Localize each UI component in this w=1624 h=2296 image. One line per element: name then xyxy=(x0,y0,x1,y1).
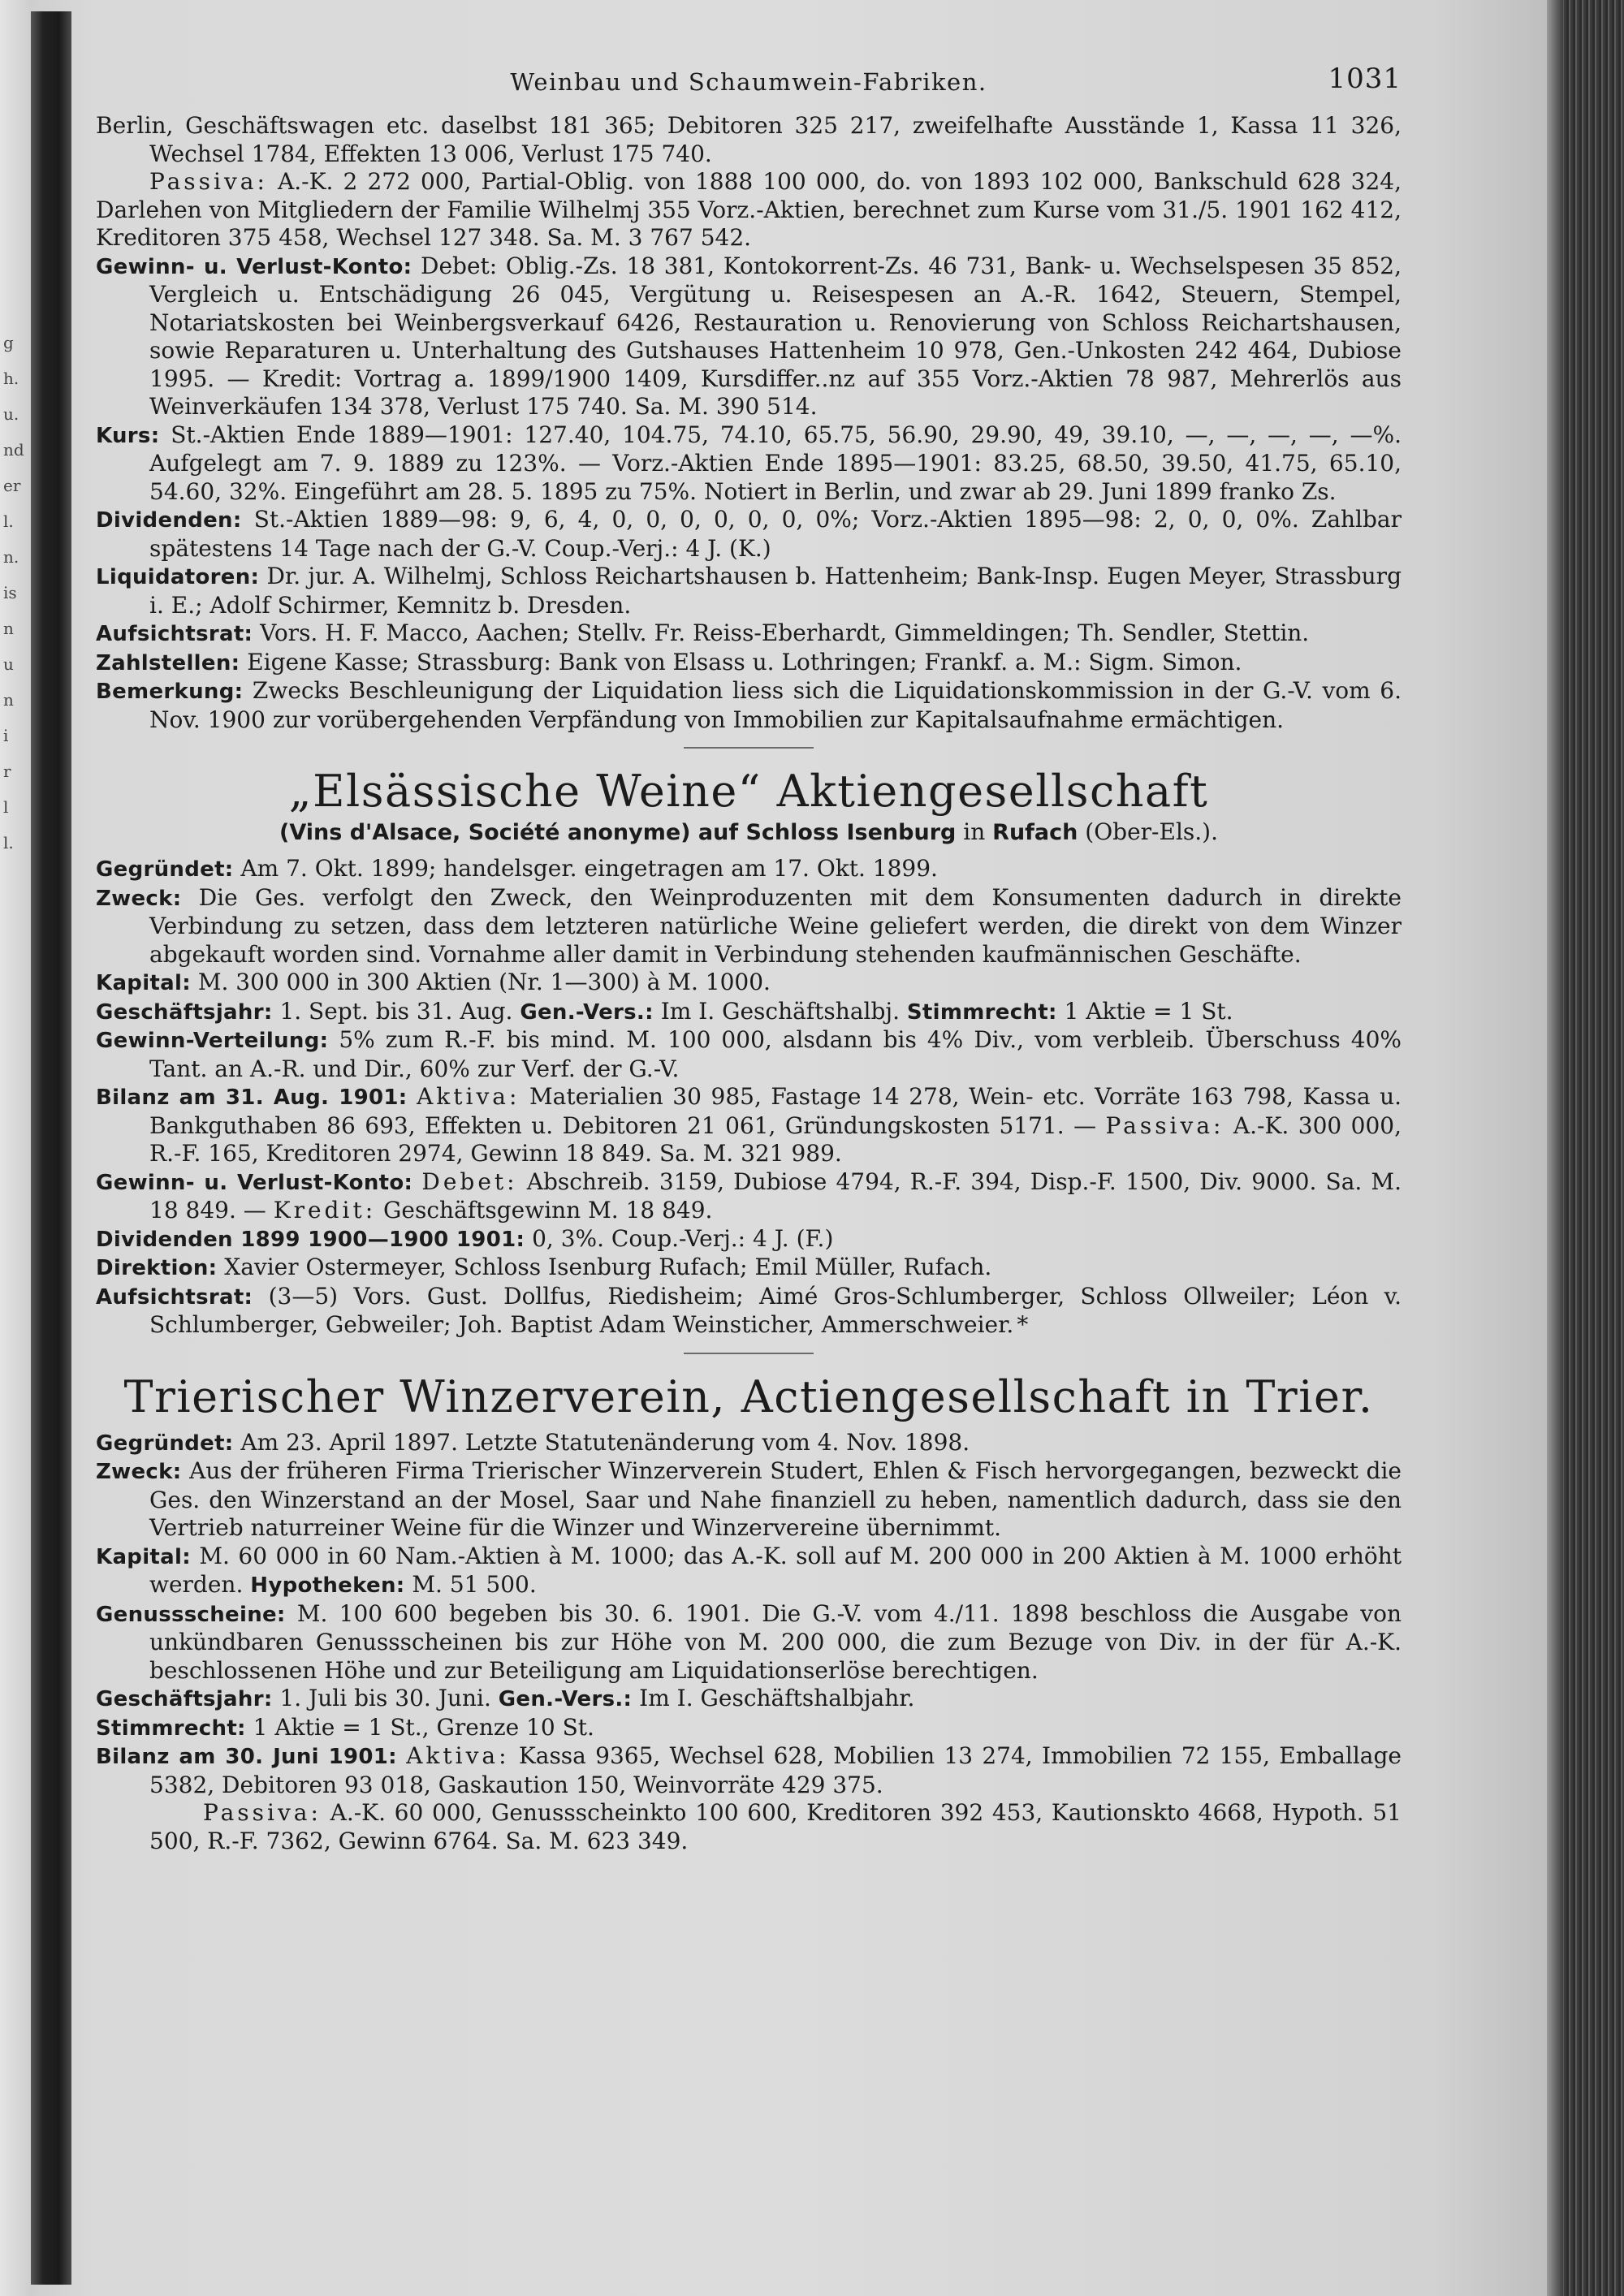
genussscheine-paragraph xyxy=(96,1600,1402,1685)
gegruendet-paragraph xyxy=(96,855,1402,884)
margin-fragment: n xyxy=(3,619,14,638)
dividenden-label: Dividenden 1899 1900—1900 1901: xyxy=(96,1227,525,1252)
margin-fragment: n xyxy=(3,690,14,710)
zweck-text: Aus der früheren Firma Trierischer Winzerverein Studert, Ehlen & Fisch hervorgegangen, bezweckt die Ges. den Winzerstand an der Mosel, Saar und Nahe finanziell zu heben, namentlich dadurch, dass sie den Vertrieb naturreiner Weine für die Winzer und Winzervereine übernimmt. xyxy=(149,1457,1402,1541)
zweck-text: Die Ges. verfolgt den Zweck, den Weinproduzenten mit dem Konsumenten dadurch in direkte Verbindung zu setzen, dass dem letzteren natürliche Weine geliefert werden, die direkt von dem Winzer abgekauft worden sind. Vornahme aller damit in Verbindung stehenden kaufmännischen Geschäfte. xyxy=(149,883,1402,968)
previous-entry xyxy=(96,112,1402,734)
page-edge-shadow xyxy=(1547,0,1563,2296)
margin-fragment: er xyxy=(3,476,21,495)
zahlstellen-text: Eigene Kasse; Strassburg: Bank von Elsass u. Lothringen; Frankf. a. M.: Sigm. Simon. xyxy=(247,648,1242,675)
company-subtitle-in: in xyxy=(963,818,986,845)
page-content xyxy=(96,65,1402,1855)
margin-fragment: u. xyxy=(3,404,19,424)
dividenden-label: Dividenden: xyxy=(96,508,242,533)
geschaeftsjahr-text: 1. Sept. bis 31. Aug. xyxy=(279,997,513,1025)
aufsichtsrat-paragraph xyxy=(96,1283,1402,1340)
stimmrecht-paragraph xyxy=(96,1714,1402,1743)
bilanz-aktiva-label: Aktiva: xyxy=(417,1083,520,1110)
gegruendet-text: Am 7. Okt. 1899; handelsger. eingetragen am 17. Okt. 1899. xyxy=(240,855,938,882)
bilanz-passiva-paragraph xyxy=(96,1799,1402,1855)
genvers-label: Gen.-Vers.: xyxy=(520,999,654,1025)
direktion-paragraph xyxy=(96,1254,1402,1283)
company-entry-trierischer-winzerverein xyxy=(96,1370,1402,1856)
bilanz-aktiva-text: Materialien 30 985, Fastage 14 278, Wein- etc. Vorräte 163 798, Kassa u. Bankguthaben 86 693, Effekten u. Debitoren 21 061, Gründungskosten 5171. — xyxy=(149,1083,1402,1139)
company-entry-elsaessische-weine xyxy=(96,765,1402,1340)
liquidatoren-text: Dr. jur. A. Wilhelmj, Schloss Reichartshausen b. Hattenheim; Bank-Insp. Eugen Meyer, Strassburg i. E.; Adolf Schirmer, Kemnitz b. Dresden. xyxy=(149,563,1402,619)
kurs-label: Kurs: xyxy=(96,423,160,448)
hypotheken-label: Hypotheken: xyxy=(250,1573,405,1598)
zahlstellen-label: Zahlstellen: xyxy=(96,650,240,675)
dividenden-paragraph xyxy=(96,1225,1402,1254)
direktion-label: Direktion: xyxy=(96,1256,218,1280)
bemerkung-label: Bemerkung: xyxy=(96,680,244,704)
company-subtitle-bold: (Vins d'Alsace, Société anonyme) auf Schloss Isenburg xyxy=(279,820,957,845)
bilanz-passiva-label: Passiva: xyxy=(1105,1111,1224,1139)
adjacent-page-margin-text xyxy=(3,325,28,861)
guv-label: Gewinn- u. Verlust-Konto: xyxy=(96,1170,413,1195)
guv-paragraph xyxy=(96,252,1402,421)
geschaeftsjahr-paragraph xyxy=(96,1685,1402,1714)
bilanz-continuation xyxy=(96,112,1402,168)
aufsichtsrat-paragraph xyxy=(96,619,1402,649)
aufsichtsrat-label: Aufsichtsrat: xyxy=(96,1284,253,1310)
passiva-label: Passiva: xyxy=(149,168,268,195)
geschaeftsjahr-label: Geschäftsjahr: xyxy=(96,1687,273,1711)
stimmrecht-label: Stimmrecht: xyxy=(96,1716,246,1741)
bilanz-label: Bilanz am 31. Aug. 1901: xyxy=(96,1085,408,1110)
adjacent-page-edge xyxy=(0,0,29,2296)
hypotheken-text: M. 51 500. xyxy=(412,1571,537,1598)
aufsichtsrat-text: (3—5) Vors. Gust. Dollfus, Riedisheim; Aimé Gros-Schlumberger, Schloss Ollweiler; Léon v. Schlumberger, Gebweiler; Joh. Baptist Adam Weinsticher, Ammerschweier. xyxy=(149,1282,1402,1338)
zahlstellen-paragraph xyxy=(96,649,1402,678)
company-location: Rufach xyxy=(992,820,1078,845)
kapital-label: Kapital: xyxy=(96,1544,191,1569)
guv-text: Debet: Oblig.-Zs. 18 381, Kontokorrent-Zs. 46 731, Bank- u. Wechselspesen 35 852, Vergleich u. Entschädigung 26 045, Vergütung u. Reisespesen an A.-R. 1642, Steuern, Stempel, Notariatskosten bei Weinbergsverkauf 6426, Restauration u. Renovierung von Schloss Reichartshausen, sowie Reparaturen u. Unterhaltung des Gutshauses Hattenheim 10 978, Gen.-Unkosten 242 464, Dubiose 1995. — Kredit: Vortrag a. 1899/1900 1409, Kursdiffer..nz auf 355 Vorz.-Aktien 78 987, Mehrerlös aus Weinverkäufen 134 378, Verlust 175 740. Sa. M. 390 514. xyxy=(149,252,1402,420)
genvers-text: Im I. Geschäftshalbjahr. xyxy=(639,1685,915,1711)
margin-fragment: g xyxy=(3,333,14,352)
guv-debet-label: Debet: xyxy=(421,1167,518,1195)
margin-fragment: n. xyxy=(3,547,19,567)
guv-debet-text: Abschreib. 3159, Dubiose 4794, R.-F. 394, Disp.-F. 1500, Div. 9000. Sa. M. 18 849. — xyxy=(149,1167,1402,1224)
guv-paragraph xyxy=(96,1168,1402,1225)
bemerkung-paragraph xyxy=(96,677,1402,734)
bilanz-label: Bilanz am 30. Juni 1901: xyxy=(96,1745,397,1769)
guv-kredit-text: Geschäftsgewinn M. 18 849. xyxy=(383,1197,713,1224)
margin-fragment: l xyxy=(3,797,9,817)
stimmrecht-label: Stimmrecht: xyxy=(906,999,1057,1025)
guv-label: Gewinn- u. Verlust-Konto: xyxy=(96,254,412,279)
direktion-text: Xavier Ostermeyer, Schloss Isenburg Rufach; Emil Müller, Rufach. xyxy=(224,1254,992,1280)
gewinnverteilung-paragraph xyxy=(96,1026,1402,1083)
liquidatoren-paragraph xyxy=(96,563,1402,619)
stimmrecht-text: 1 Aktie = 1 St. xyxy=(1064,997,1233,1025)
bilanz-aktiva-text: Kassa 9365, Wechsel 628, Mobilien 13 274, Immobilien 72 155, Emballage 5382, Debitoren 93 018, Gaskaution 150, Weinvorräte 429 375. xyxy=(149,1742,1402,1798)
gegruendet-label: Gegründet: xyxy=(96,1431,234,1456)
kapital-paragraph xyxy=(96,969,1402,998)
aufsichtsrat-label: Aufsichtsrat: xyxy=(96,622,253,646)
bilanz-passiva-label: Passiva: xyxy=(203,1799,322,1826)
kapital-text: M. 300 000 in 300 Aktien (Nr. 1—300) à M. 1000. xyxy=(197,969,771,995)
margin-fragment: l. xyxy=(3,833,14,852)
company-subtitle xyxy=(96,818,1402,847)
margin-fragment: l. xyxy=(3,511,14,531)
bilanz-continuation-text: Berlin, Geschäftswagen etc. daselbst 181 365; Debitoren 325 217, zweifelhafte Ausstände 1, Kassa 11 326, Wechsel 1784, Effekten 13 006, Verlust 175 740. xyxy=(96,112,1402,167)
gegruendet-paragraph xyxy=(96,1429,1402,1458)
kapital-paragraph xyxy=(96,1543,1402,1600)
zweck-label: Zweck: xyxy=(96,1460,182,1484)
gewinnverteilung-label: Gewinn-Verteilung: xyxy=(96,1029,329,1053)
company-title: „Elsässische Weine“ Aktiengesellschaft xyxy=(288,766,1209,817)
section-divider xyxy=(684,1353,814,1354)
margin-fragment: is xyxy=(3,583,17,602)
guv-kredit-label: Kredit: xyxy=(273,1197,377,1224)
genvers-text: Im I. Geschäftshalbj. xyxy=(660,997,900,1025)
margin-fragment: h. xyxy=(3,369,19,388)
geschaeftsjahr-text: 1. Juli bis 30. Juni. xyxy=(279,1685,491,1711)
kapital-label: Kapital: xyxy=(96,971,191,995)
genussscheine-label: Genussscheine: xyxy=(96,1602,286,1627)
geschaeftsjahr-paragraph xyxy=(96,998,1402,1027)
kapital-text: M. 60 000 in 60 Nam.-Aktien à M. 1000; das A.-K. soll auf M. 200 000 in 200 Aktien à M. 1000 erhöht werden. xyxy=(149,1542,1402,1598)
bilanz-paragraph xyxy=(96,1083,1402,1168)
gegruendet-label: Gegründet: xyxy=(96,857,234,882)
zweck-label: Zweck: xyxy=(96,886,182,911)
dividenden-text: 0, 3%. Coup.-Verj.: 4 J. (F.) xyxy=(532,1224,834,1252)
zweck-paragraph xyxy=(96,884,1402,969)
aufsichtsrat-text: Vors. H. F. Macco, Aachen; Stellv. Fr. Reiss-Eberhardt, Gimmeldingen; Th. Sendler, Stettin. xyxy=(260,619,1310,646)
dividenden-paragraph xyxy=(96,506,1402,563)
margin-fragment: r xyxy=(3,762,11,781)
geschaeftsjahr-label: Geschäftsjahr: xyxy=(96,999,273,1025)
passiva-paragraph xyxy=(96,168,1402,252)
bilanz-passiva-text: A.-K. 60 000, Genussscheinkto 100 600, Kreditoren 392 453, Kautionskto 4668, Hypoth. 51 500, R.-F. 7362, Gewinn 6764. Sa. M. 623 349. xyxy=(149,1799,1402,1854)
binding-gutter xyxy=(31,11,71,2285)
kurs-text: St.-Aktien Ende 1889—1901: 127.40, 104.75, 74.10, 65.75, 56.90, 29.90, 49, 39.10, —, —, —, —, —%. Aufgelegt am 7. 9. 1889 zu 123%. — Vorz.-Aktien Ende 1895—1901: 83.25, 68.50, 39.50, 41.75, 65.10, 54.60, 32%. Eingeführt am 28. 5. 1895 zu 75%. Notiert in Berlin, und zwar ab 29. Juni 1899 franko Zs. xyxy=(149,421,1402,505)
bilanz-passiva-text: A.-K. 300 000, R.-F. 165, Kreditoren 2974, Gewinn 18 849. Sa. M. 321 989. xyxy=(149,1111,1402,1167)
bemerkung-text: Zwecks Beschleunigung der Liquidation liess sich die Liquidationskommission in der G.-V. vom 6. Nov. 1900 zur vorübergehenden Verpfändung von Immobilien zur Kapitalsaufnahme ermächtigen. xyxy=(149,677,1402,733)
kurs-paragraph xyxy=(96,421,1402,507)
section-divider xyxy=(684,747,814,749)
genvers-label: Gen.-Vers.: xyxy=(498,1687,633,1711)
liquidatoren-label: Liquidatoren: xyxy=(96,565,260,589)
bilanz-paragraph xyxy=(96,1742,1402,1799)
page-number: 1031 xyxy=(1328,63,1402,95)
margin-fragment: u xyxy=(3,654,14,674)
genussscheine-text: M. 100 600 begeben bis 30. 6. 1901. Die G.-V. vom 4./11. 1898 beschloss die Ausgabe von unkündbaren Genussscheinen bis zur Höhe von M. 200 000, die zum Bezuge von Div. in der für A.-K. beschlossenen Höhe und zur Beteiligung am Liquidationserlöse berechtigen. xyxy=(149,1599,1402,1684)
bilanz-aktiva-label: Aktiva: xyxy=(406,1742,510,1769)
footnote-star: * xyxy=(1017,1311,1029,1338)
margin-fragment: nd xyxy=(3,440,24,460)
company-region: (Ober-Els.). xyxy=(1085,818,1218,845)
gewinnverteilung-text: 5% zum R.-F. bis mind. M. 100 000, alsdann bis 4% Div., vom verbleib. Überschuss 40% Tant. an A.-R. und Dir., 60% zur Verf. der G.-V. xyxy=(149,1026,1402,1082)
stimmrecht-text: 1 Aktie = 1 St., Grenze 10 St. xyxy=(253,1713,594,1741)
running-head xyxy=(96,65,1402,112)
zweck-paragraph xyxy=(96,1457,1402,1543)
dividenden-text: St.-Aktien 1889—98: 9, 6, 4, 0, 0, 0, 0, 0, 0, 0%; Vorz.-Aktien 1895—98: 2, 0, 0, 0%. Zahlbar spätestens 14 Tage nach der G.-V. Coup.-Verj.: 4 J. (K.) xyxy=(149,506,1402,562)
company-title: Trierischer Winzerverein, Actiengesellschaft in Trier. xyxy=(123,1370,1374,1422)
passiva-text: A.-K. 2 272 000, Partial-Oblig. von 1888 100 000, do. von 1893 102 000, Bankschuld 628 324, Darlehen von Mitgliedern der Familie Wilhelmj 355 Vorz.-Aktien, berechnet zum Kurse vom 31./5. 1901 162 412, Kreditoren 375 458, Wechsel 127 348. Sa. M. 3 767 542. xyxy=(96,168,1402,251)
gegruendet-text: Am 23. April 1897. Letzte Statutenänderung vom 4. Nov. 1898. xyxy=(240,1428,970,1456)
running-title: Weinbau und Schaumwein-Fabriken. xyxy=(510,68,987,96)
margin-fragment: i xyxy=(3,726,9,745)
